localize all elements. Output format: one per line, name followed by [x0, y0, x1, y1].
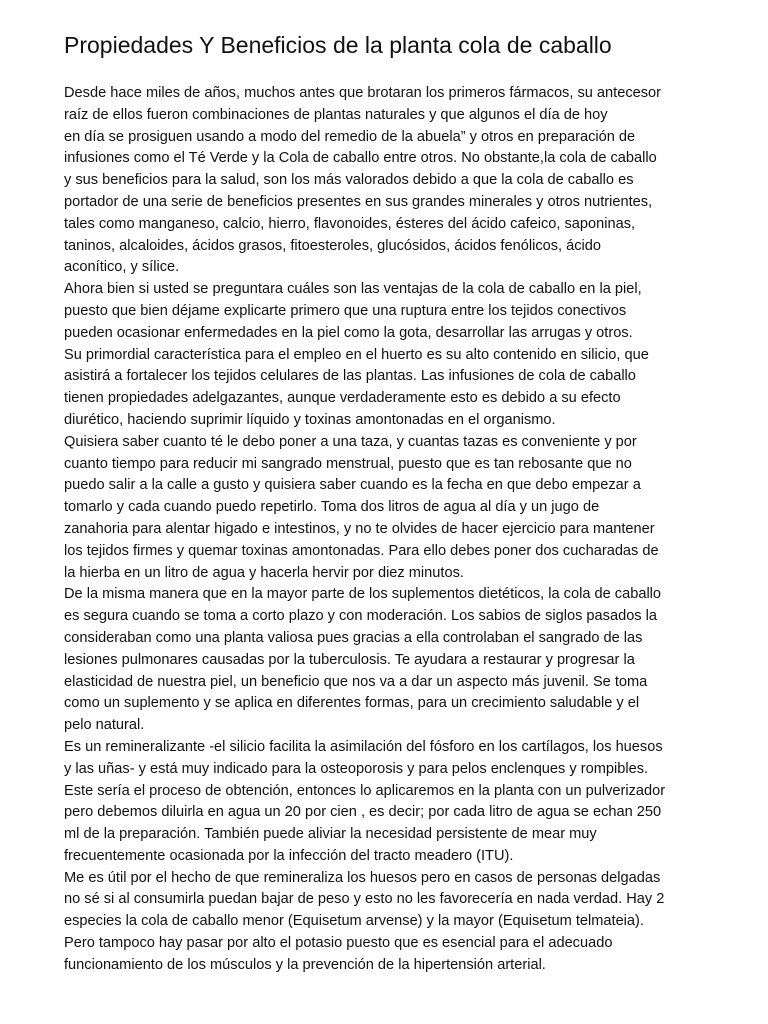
- text-line: como un suplemento y se aplica en diferentes formas, para un crecimiento saludable y el: [64, 695, 640, 712]
- text-line: Pero tampoco hay pasar por alto el potasio puesto que es esencial para el adecuado: [64, 935, 613, 952]
- text-line: taninos, alcaloides, ácidos grasos, fitoesteroles, glucósidos, ácidos fenólicos, ácido: [64, 237, 602, 254]
- text-line: Ahora bien si usted se preguntara cuáles son las ventajas de la cola de caballo en la piel,: [64, 281, 642, 298]
- document-body: [64, 83, 714, 977]
- text-line: puedo salir a la calle a gusto y quisiera saber cuando es la fecha en que debo empezar a: [64, 477, 641, 494]
- text-line: De la misma manera que en la mayor parte de los suplementos dietéticos, la cola de caballo: [64, 586, 662, 603]
- document-title: Propiedades Y Beneficios de la planta cola de caballo: [64, 32, 612, 58]
- text-line: diurético, haciendo suprimir líquido y toxinas amontonadas en el organismo.: [64, 411, 556, 428]
- text-line: frecuentemente ocasionada por la infección del tracto meadero (ITU).: [64, 847, 514, 864]
- text-line: Desde hace miles de años, muchos antes que brotaran los primeros fármacos, su antecesor: [64, 85, 662, 101]
- text-line: no sé si al consumirla puedan bajar de peso y esto no les favorecería en nada verdad. Hay 2: [64, 891, 665, 908]
- text-line: elasticidad de nuestra piel, un beneficio que nos va a dar un aspecto más juvenil. Se toma: [64, 673, 648, 690]
- text-line: consideraban como una planta valiosa pues gracias a ella controlaban el sangrado de las: [64, 629, 643, 646]
- text-line: la hierba en un litro de agua y hacerla hervir por diez minutos.: [64, 564, 464, 581]
- text-line: es segura cuando se toma a corto plazo y con moderación. Los sabios de siglos pasados la: [64, 608, 658, 625]
- text-line: especies la cola de caballo menor (Equisetum arvense) y la mayor (Equisetum telmateia).: [64, 913, 644, 930]
- text-line: funcionamiento de los músculos y la prevención de la hipertensión arterial.: [64, 956, 546, 973]
- text-line: cuanto tiempo para reducir mi sangrado menstrual, puesto que es tan rebosante que no: [64, 455, 632, 472]
- text-line: pelo natural.: [64, 717, 145, 734]
- text-line: y sus beneficios para la salud, son los más valorados debido a que la cola de caballo es: [64, 172, 634, 189]
- text-line: Quisiera saber cuanto té le debo poner a una taza, y cuantas tazas es conveniente y por: [64, 433, 637, 450]
- document-page: [64, 30, 714, 977]
- text-line: Es un remineralizante -el silicio facilita la asimilación del fósforo en los cartílagos, los huesos: [64, 738, 663, 755]
- text-line: lesiones pulmonares causadas por la tuberculosis. Te ayudara a restaurar y progresar la: [64, 651, 635, 668]
- text-line: puesto que bien déjame explicarte primero que una ruptura entre los tejidos conectivos: [64, 302, 627, 319]
- text-line: Me es útil por el hecho de que remineraliza los huesos pero en casos de personas delgadas: [64, 869, 661, 886]
- text-line: ml de la preparación. También puede aliviar la necesidad persistente de mear muy: [64, 826, 597, 843]
- text-line: y las uñas- y está muy indicado para la osteoporosis y para pelos enclenques y rompibles.: [64, 760, 649, 777]
- text-line: tales como manganeso, calcio, hierro, flavonoides, ésteres del ácido cafeico, saponinas,: [64, 215, 636, 232]
- text-line: tienen propiedades adelgazantes, aunque verdaderamente esto es debido a su efecto: [64, 390, 621, 407]
- text-line: los tejidos firmes y quemar toxinas amontonadas. Para ello debes poner dos cucharadas de: [64, 542, 659, 559]
- text-line: Este sería el proceso de obtención, entonces lo aplicaremos en la planta con un pulverizador: [64, 782, 666, 799]
- text-line: portador de una serie de beneficios presentes en sus grandes minerales y otros nutrientes,: [64, 193, 653, 210]
- text-line: tomarlo y cada cuando puedo repetirlo. Toma dos litros de agua al día y un jugo de: [64, 499, 600, 516]
- text-line: en día se prosiguen usando a modo del remedio de la abuela” y otros en preparación de: [64, 128, 636, 145]
- text-line: aconítico, y sílice.: [64, 259, 180, 276]
- text-line: pueden ocasionar enfermedades en la piel como la gota, desarrollar las arrugas y otros.: [64, 324, 633, 341]
- text-line: infusiones como el Té Verde y la Cola de caballo entre otros. No obstante,la cola de caballo: [64, 150, 657, 167]
- text-line: pero debemos diluirla en agua un 20 por cien , es decir; por cada litro de agua se echan 250: [64, 804, 662, 821]
- text-line: asistirá a fortalecer los tejidos celulares de las plantas. Las infusiones de cola de caballo: [64, 368, 636, 385]
- text-line: raíz de ellos fueron combinaciones de plantas naturales y que algunos el día de hoy: [64, 106, 608, 123]
- text-line: Su primordial característica para el empleo en el huerto es su alto contenido en silicio, que: [64, 346, 649, 363]
- text-line: zanahoria para alentar higado e intestinos, y no te olvides de hacer ejercicio para mantener: [64, 520, 655, 537]
